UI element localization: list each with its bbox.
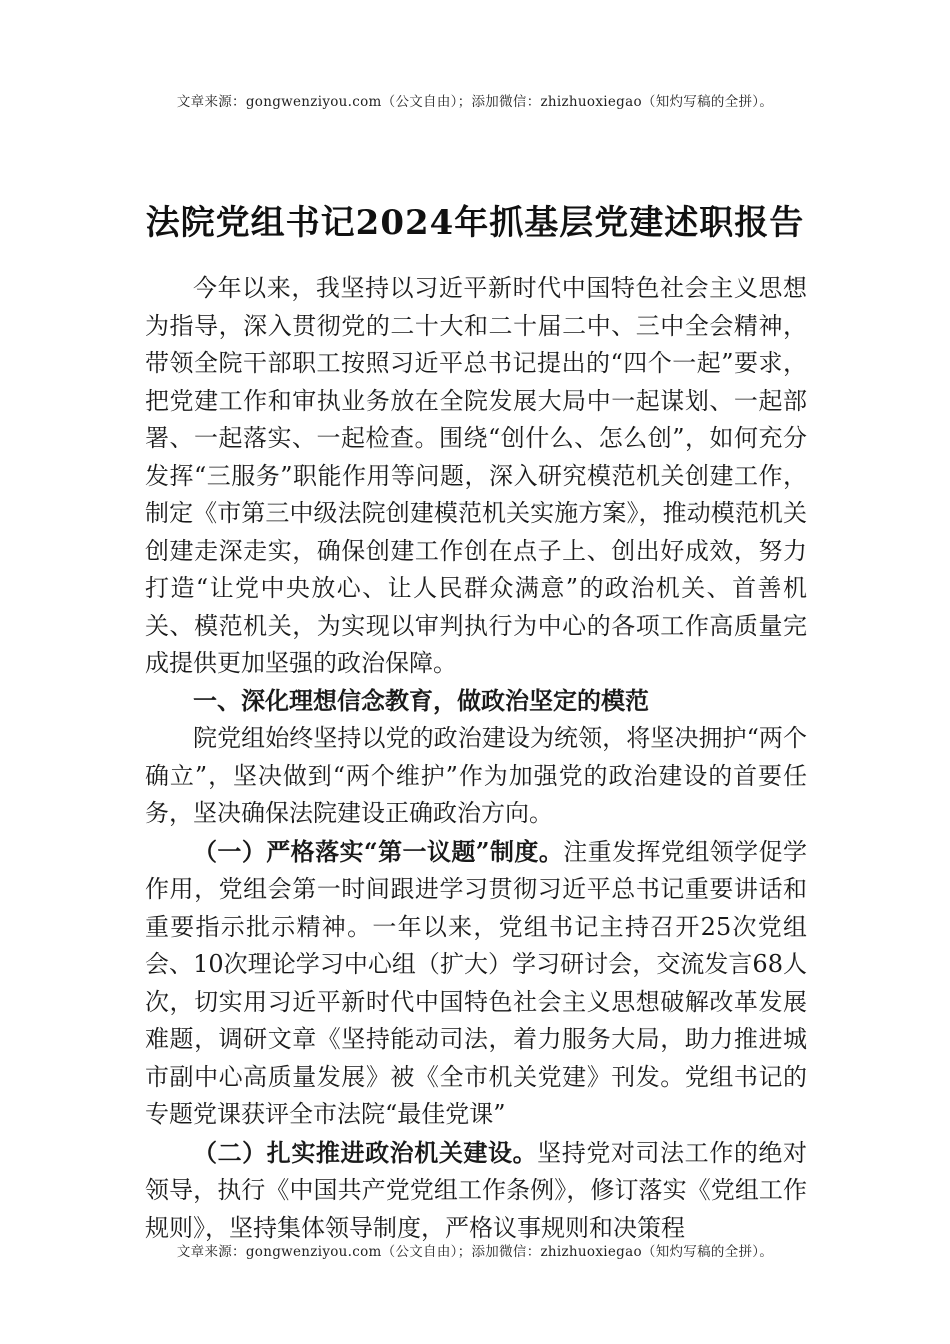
document-body <box>145 270 807 1247</box>
intro-paragraph: 今年以来，我坚持以习近平新时代中国特色社会主义思想为指导，深入贯彻党的二十大和二十届二中、三中全会精神，带领全院干部职工按照习近平总书记提出的“四个一起”要求，把党建工作和审执业务放在全院发展大局中一起谋划、一起部署、一起落实、一起检查。围绕“创什么、怎么创”，如何充分发挥“三服务”职能作用等问题，深入研究模范机关创建工作，制定《市第三中级法院创建模范机关实施方案》，推动模范机关创建走深走实，确保创建工作创在点子上、创出好成效，努力打造“让党中央放心、让人民群众满意”的政治机关、首善机关、模范机关，为实现以审判执行为中心的各项工作高质量完成提供更加坚强的政治保障。 <box>145 274 807 677</box>
item-2-paragraph <box>145 1134 807 1248</box>
item-2-heading: （二）扎实推进政治机关建设。 <box>193 1137 538 1167</box>
source-note-footer: 文章来源：gongwenziyou.com（公文自由）；添加微信：zhizhuoxiegao（知灼写稿的全拼）。 <box>176 1244 774 1260</box>
section-1-intro-paragraph: 院党组始终坚持以党的政治建设为统领，将坚决拥护“两个确立”，坚决做到“两个维护”作为加强党的政治建设的首要任务，坚决确保法院建设正确政治方向。 <box>145 724 807 827</box>
document-title: 法院党组书记2024年抓基层党建述职报告 <box>145 202 805 243</box>
item-1-heading: （一）严格落实“第一议题”制度。 <box>193 836 564 866</box>
section-heading-1: 一、深化理想信念教育，做政治坚定的模范 <box>193 686 649 715</box>
item-1-body: 注重发挥党组领学促学作用，党组会第一时间跟进学习贯彻习近平总书记重要讲话和重要指示批示精神。一年以来，党组书记主持召开25次党组会、10次理论学习中心组（扩大）学习研讨会，交流发言68人次，切实用习近平新时代中国特色社会主义思想破解改革发展难题，调研文章《坚持能动司法，着力服务大局，助力推进城市副中心高质量发展》被《全市机关党建》刊发。党组书记的专题党课获评全市法院“最佳党课” <box>145 837 808 1128</box>
source-note-header: 文章来源：gongwenziyou.com（公文自由）；添加微信：zhizhuoxiegao（知灼写稿的全拼）。 <box>176 94 774 110</box>
item-2-body: 坚持党对司法工作的绝对领导，执行《中国共产党党组工作条例》，修订落实《党组工作规则》，坚持集体领导制度，严格议事规则和决策程 <box>145 1138 808 1242</box>
item-1-paragraph <box>145 833 807 1134</box>
